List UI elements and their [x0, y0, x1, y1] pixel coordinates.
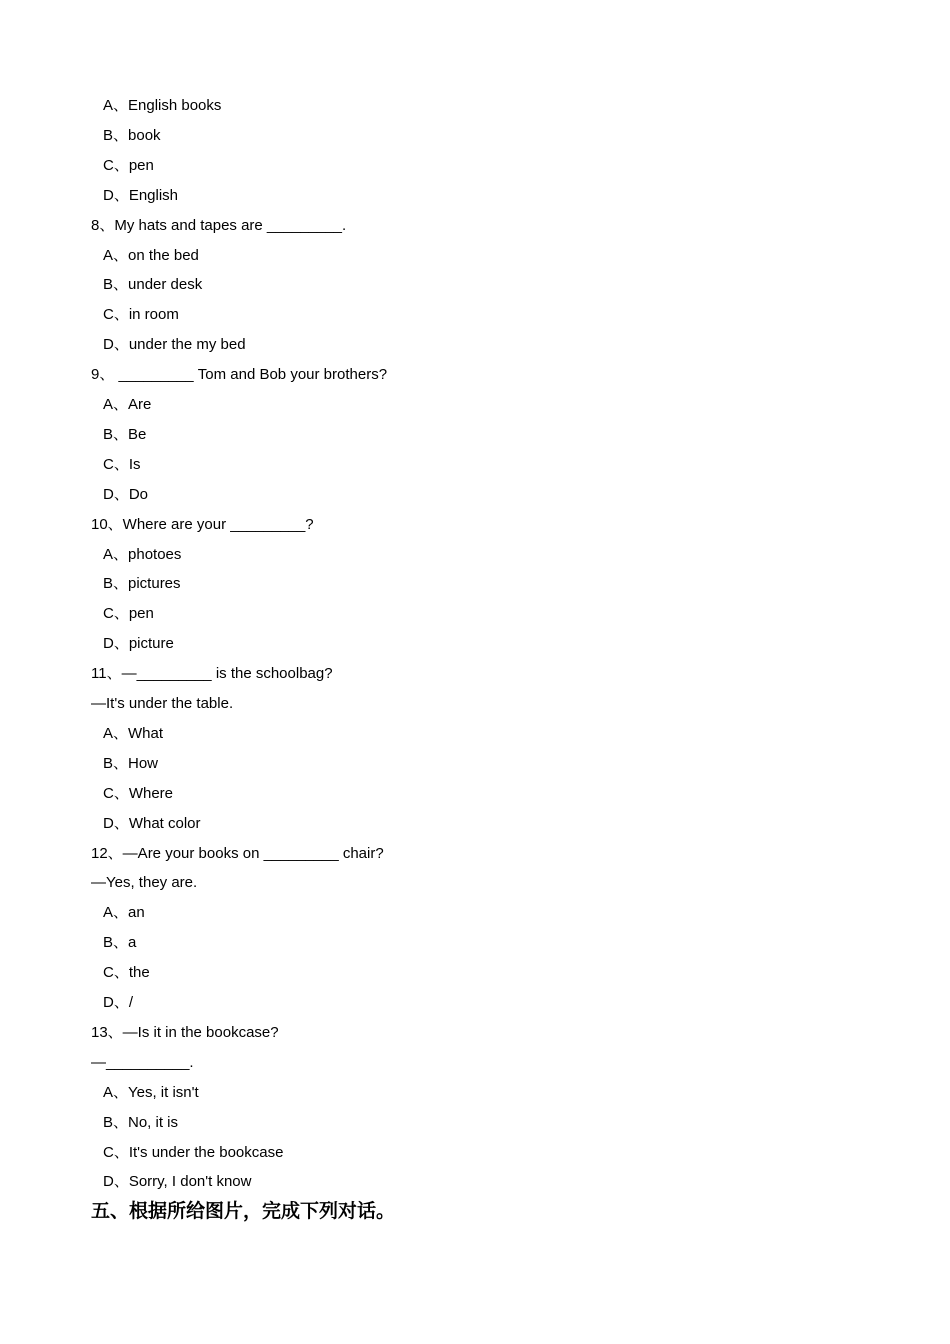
answer-option: B、No, it is	[103, 1113, 179, 1131]
answer-option: C、Where	[103, 784, 174, 802]
answer-option: D、What color	[103, 814, 201, 832]
question-text: 11、—_________ is the schoolbag?	[91, 665, 333, 683]
section-heading: 五、根据所给图片，完成下列对话。	[91, 1201, 396, 1223]
answer-option: A、photoes	[103, 545, 182, 563]
answer-option: C、in room	[103, 306, 179, 324]
answer-option: B、Be	[103, 425, 147, 443]
answer-option: C、the	[103, 964, 150, 982]
answer-option: C、Is	[103, 455, 141, 473]
dialogue-line: —__________.	[91, 1053, 194, 1071]
answer-option: D、under the my bed	[103, 336, 246, 354]
question-text: 13、—Is it in the bookcase?	[91, 1023, 279, 1041]
answer-option: B、pictures	[103, 575, 181, 593]
answer-option: D、Do	[103, 485, 149, 503]
answer-option: A、English books	[103, 97, 222, 114]
answer-option: D、Sorry, I don't know	[103, 1173, 252, 1191]
answer-option: A、an	[103, 904, 145, 922]
question-text: 12、—Are your books on _________ chair?	[91, 844, 384, 862]
answer-option: B、book	[103, 126, 161, 144]
answer-option: C、It's under the bookcase	[103, 1143, 284, 1161]
question-text: 10、Where are your _________?	[91, 515, 314, 533]
answer-option: C、pen	[103, 605, 154, 623]
answer-option: B、How	[103, 754, 159, 772]
question-text: 8、My hats and tapes are _________.	[91, 216, 347, 234]
dialogue-line: —Yes, they are.	[91, 874, 198, 892]
answer-option: B、a	[103, 934, 137, 952]
answer-option: C、pen	[103, 156, 154, 174]
answer-option: A、Are	[103, 396, 152, 413]
answer-option: D、English	[103, 186, 179, 204]
dialogue-line: —It's under the table.	[91, 695, 234, 712]
answer-option: D、picture	[103, 635, 174, 653]
answer-option: A、Yes, it isn't	[103, 1083, 199, 1101]
answer-option: A、What	[103, 724, 164, 742]
answer-option: D、/	[103, 994, 134, 1011]
question-text: 9、 _________ Tom and Bob your brothers?	[91, 366, 388, 384]
answer-option: B、under desk	[103, 276, 203, 294]
answer-option: A、on the bed	[103, 246, 199, 264]
